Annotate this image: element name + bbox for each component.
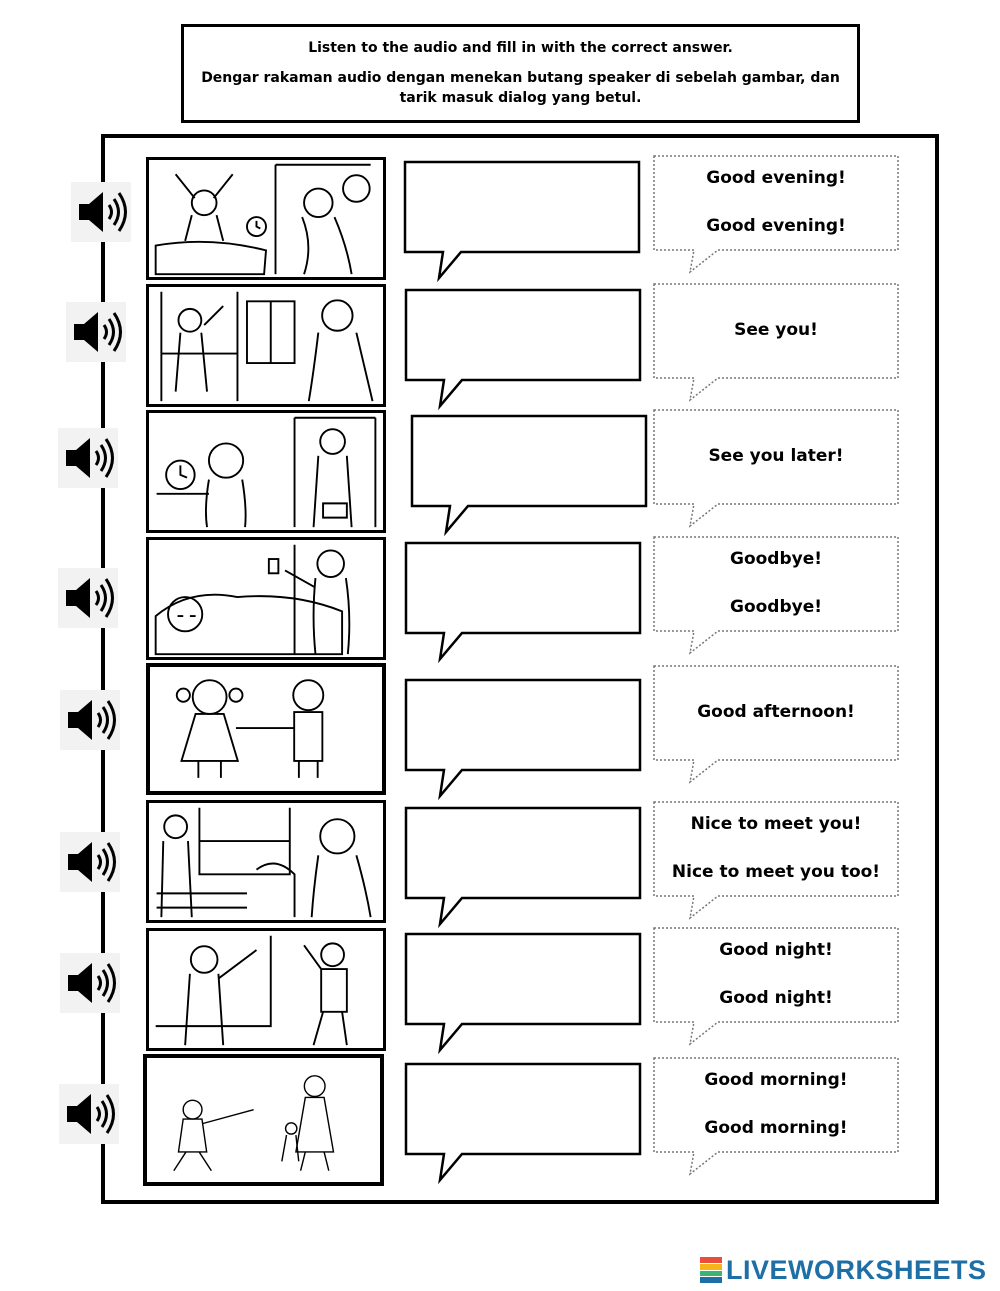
scene-waving-friends-illustration	[149, 931, 383, 1048]
speaker-button-6[interactable]	[60, 832, 120, 892]
dialog-option-1[interactable]	[648, 154, 904, 278]
option-line-1: See you!	[734, 320, 818, 340]
answer-dropzone-4[interactable]	[404, 541, 644, 666]
speaker-button-8[interactable]	[59, 1084, 119, 1144]
option-line-1: Good evening!	[706, 168, 846, 188]
picture-7	[146, 928, 386, 1051]
instruction-english: Listen to the audio and fill in with the correct answer.	[308, 40, 733, 56]
picture-1	[146, 157, 386, 280]
speaker-icon	[60, 953, 120, 1013]
picture-5	[146, 663, 386, 795]
liveworksheets-logo	[700, 1255, 987, 1285]
scene-morning-greeting-illustration	[147, 1058, 380, 1182]
option-line-1: See you later!	[708, 446, 844, 466]
picture-6	[146, 800, 386, 923]
logo-bar-green	[700, 1271, 722, 1277]
scene-bedtime-illustration	[149, 540, 383, 657]
answer-dropzone-8[interactable]	[404, 1062, 644, 1187]
logo-bar-blue	[700, 1277, 722, 1283]
instruction-malay: Dengar rakaman audio dengan menekan butang speaker di sebelah gambar, dan tarik masuk dialog yang betul.	[201, 70, 840, 106]
option-line-1: Goodbye!	[729, 549, 822, 569]
option-line-2: Good evening!	[706, 216, 846, 236]
option-line-1: Good afternoon!	[697, 702, 855, 722]
scene-father-home-illustration	[149, 413, 383, 530]
picture-3	[146, 410, 386, 533]
scene-handshake-illustration	[150, 667, 382, 791]
logo-bar-yellow	[700, 1264, 722, 1270]
speaker-icon	[58, 428, 118, 488]
dialog-option-7[interactable]	[648, 926, 904, 1050]
answer-dropzone-1[interactable]	[403, 160, 643, 285]
scene-goodbye-door-illustration	[149, 287, 383, 404]
answer-dropzone-5[interactable]	[404, 678, 644, 803]
dialog-option-3[interactable]	[648, 408, 904, 532]
scene-neighbour-illustration	[149, 803, 383, 920]
option-line-2: Goodbye!	[729, 597, 822, 617]
speaker-icon	[71, 182, 131, 242]
option-line-1: Good morning!	[704, 1070, 848, 1090]
scene-wakeup-illustration	[149, 160, 383, 277]
instructions-box	[181, 24, 860, 123]
speaker-button-4[interactable]	[58, 568, 118, 628]
option-line-1: Nice to meet you!	[690, 814, 862, 834]
picture-2	[146, 284, 386, 407]
speaker-icon	[60, 690, 120, 750]
speaker-button-7[interactable]	[60, 953, 120, 1013]
option-line-2: Good night!	[719, 988, 833, 1008]
answer-dropzone-3[interactable]	[410, 414, 650, 539]
dialog-option-2[interactable]	[648, 282, 904, 406]
dialog-option-6[interactable]	[648, 800, 904, 924]
speaker-button-3[interactable]	[58, 428, 118, 488]
option-line-2: Nice to meet you too!	[671, 862, 881, 882]
speaker-icon	[66, 302, 126, 362]
dialog-option-8[interactable]	[648, 1056, 904, 1180]
speaker-icon	[60, 832, 120, 892]
logo-bar-red	[700, 1257, 722, 1263]
answer-dropzone-2[interactable]	[404, 288, 644, 413]
picture-4	[146, 537, 386, 660]
option-line-2: Good morning!	[704, 1118, 848, 1138]
dialog-option-4[interactable]	[648, 535, 904, 659]
liveworksheets-wordmark: LIVEWORKSHEETS	[726, 1254, 987, 1285]
speaker-button-1[interactable]	[71, 182, 131, 242]
option-line-1: Good night!	[719, 940, 833, 960]
liveworksheets-icon	[700, 1257, 722, 1283]
answer-dropzone-7[interactable]	[404, 932, 644, 1057]
speaker-button-2[interactable]	[66, 302, 126, 362]
speaker-button-5[interactable]	[60, 690, 120, 750]
picture-8	[143, 1054, 384, 1186]
speaker-icon	[59, 1084, 119, 1144]
dialog-option-5[interactable]	[648, 664, 904, 788]
answer-dropzone-6[interactable]	[404, 806, 644, 931]
speaker-icon	[58, 568, 118, 628]
